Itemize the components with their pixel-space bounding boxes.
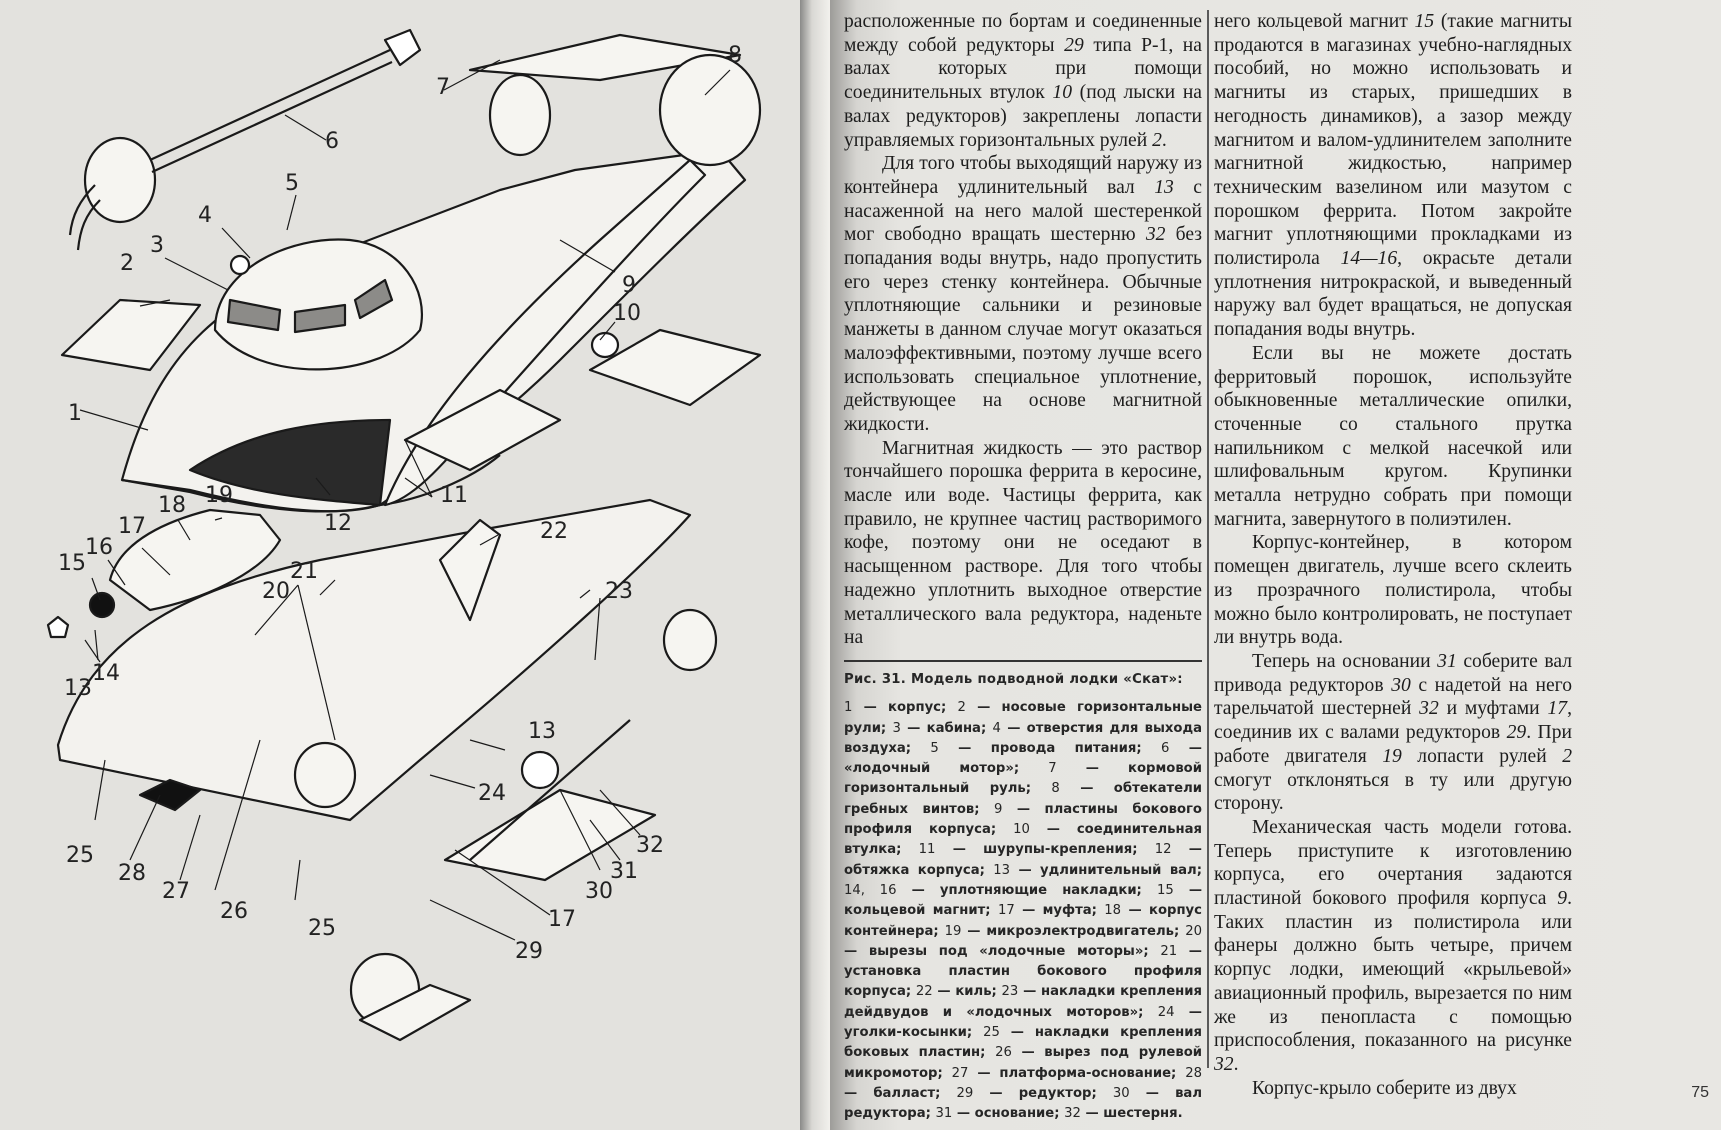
caption-item-text: — редуктор;	[973, 1085, 1113, 1101]
caption-legend	[844, 698, 1202, 1124]
caption-item-number: 3	[892, 720, 901, 736]
caption-item-text: — вал редуктора;	[844, 1085, 1202, 1122]
caption-item-number: 31	[935, 1106, 953, 1122]
prop-shroud-right	[660, 55, 760, 165]
label-22: 22	[540, 519, 568, 544]
caption-item-text: — балласт;	[844, 1085, 957, 1101]
label-9: 9	[622, 273, 636, 298]
caption-item-number: 4	[992, 720, 1001, 736]
label-8: 8	[728, 43, 742, 68]
caption-item-number: 5	[930, 740, 939, 756]
reducer-right	[664, 610, 716, 670]
label-1: 1	[68, 401, 82, 426]
paragraph: него кольцевой магнит 15 (такие магниты продаются в магазинах учебно-наглядных пособий, но можно использовать и магниты из старых, пришедших в негодность динамиков), а зазор между магнитом и валом-удлинителем заполните магнитной жидкостью, например техническим вазелином или мазутом с порошком феррита. Потом закройте магнит уплотняющими прокладками из полистирола 14—16, окрасьте детали уплотнения нитрокраской, и выведенный наружу вал будет вращаться, не допуская попадания воды внутрь.	[1214, 11, 1572, 341]
right-page	[830, 0, 1721, 1130]
rudder-micromotor	[295, 743, 355, 807]
caption-item-number: 2	[957, 700, 966, 716]
caption-item-text: — отверстия для выхода воздуха;	[844, 720, 1202, 756]
caption-item-number: 8	[1051, 781, 1060, 797]
caption-item-text: — корпус;	[852, 700, 958, 716]
label-30: 30	[585, 879, 613, 904]
caption-title: Рис. 31. Модель подводной лодки «Скат»:	[844, 672, 1183, 687]
caption-item-text: — микроэлектродвигатель;	[961, 923, 1186, 939]
paragraph: Если вы не можете достать ферритовый порошок, используйте обыкновенные металлические опилки, сточенные со стального прутка напильником с мелкой насечкой или шлифовальным кругом. Крупинки металла нетрудно собрать при помощи магнита, завернутого в полиэтилен.	[1214, 342, 1572, 530]
caption-item-number: 9	[993, 801, 1003, 817]
label-3: 3	[150, 233, 164, 258]
caption-item-number: 10	[1013, 822, 1030, 838]
caption-item-number: 20	[1185, 923, 1202, 939]
label-17: 17	[118, 514, 146, 539]
caption-item-number: 24	[1157, 1004, 1175, 1020]
text-column-left	[844, 10, 1202, 650]
caption-item-number: 19	[944, 923, 962, 939]
caption-item-text: — носовые горизонтальные рули;	[844, 700, 1202, 736]
label-25a: 25	[66, 843, 94, 868]
motor-shaft	[150, 50, 392, 172]
caption-item-text: — накладки крепления боковых пластин;	[844, 1025, 1202, 1061]
prop-shroud-left	[490, 75, 550, 155]
paragraph: Корпус-крыло соберите из двух	[1252, 1077, 1517, 1099]
paragraph: Корпус-контейнер, в котором помещен двигатель, лучше всего склеить из прозрачного полистирола, чтобы можно было контролировать, не поступает ли внутрь вода.	[1214, 532, 1572, 649]
caption-item-text: — шестерня.	[1080, 1106, 1183, 1122]
caption-item-text: — уплотняющие накладки;	[896, 882, 1157, 898]
caption-item-text: — «лодочный мотор»;	[844, 740, 1202, 777]
coupling-sleeve	[592, 333, 618, 357]
caption-item-text: — киль;	[932, 984, 1002, 1000]
caption-item-text: — обтекатели гребных винтов;	[844, 781, 1202, 817]
caption-item-number: 23	[1001, 984, 1019, 1000]
label-20: 20	[262, 579, 290, 604]
caption-item-text: — кабина;	[900, 720, 993, 736]
label-15: 15	[58, 551, 86, 576]
caption-item-text: — платформа-основание;	[968, 1065, 1186, 1081]
caption-item-text: — вырезы под «лодочные моторы»;	[844, 943, 1161, 959]
caption-item-text: — вырез под рулевой микромотор;	[844, 1045, 1202, 1081]
label-7: 7	[436, 75, 450, 100]
caption-item-number: 18	[1104, 903, 1122, 919]
label-2: 2	[120, 251, 134, 276]
submarine-model-diagram	[0, 0, 800, 1130]
propeller	[385, 30, 420, 65]
label-29: 29	[515, 939, 543, 964]
caption-item-text: — кольцевой магнит;	[844, 882, 1203, 919]
ring-magnet	[90, 593, 114, 617]
label-11: 11	[440, 483, 468, 508]
caption-item-number: 30	[1112, 1085, 1130, 1101]
label-12: 12	[324, 511, 352, 536]
caption-item-number: 11	[918, 842, 936, 858]
label-4: 4	[198, 203, 212, 228]
caption-item-number: 12	[1154, 842, 1172, 858]
caption-item-number: 13	[993, 862, 1011, 878]
caption-item-number: 26	[995, 1045, 1012, 1061]
caption-item-number: 15	[1156, 882, 1174, 898]
label-32: 32	[636, 833, 664, 858]
caption-item-text: — шурупы-крепления;	[935, 842, 1155, 858]
caption-item-number: 28	[1185, 1065, 1203, 1081]
label-25b: 25	[308, 916, 336, 941]
caption-item-text: — провода питания;	[938, 740, 1162, 756]
caption-item-number: 22	[915, 984, 933, 1000]
caption-item-text: — накладки крепления дейдвудов и «лодочных моторов»;	[844, 984, 1202, 1020]
caption-item-text: — уголки-косынки;	[844, 1004, 1202, 1041]
caption-item-text: — корпус контейнера;	[844, 903, 1202, 939]
air-vent	[231, 256, 249, 274]
left-page-illustration	[0, 0, 800, 1130]
label-24: 24	[478, 781, 506, 806]
label-10: 10	[613, 301, 641, 326]
caption-item-number: 17	[997, 903, 1015, 919]
label-14: 14	[92, 661, 120, 686]
caption-item-number: 7	[1048, 761, 1057, 777]
caption-item-number: 27	[951, 1065, 969, 1081]
figure-caption	[844, 670, 1202, 1125]
motor-body	[85, 138, 155, 222]
text-column-right	[1214, 10, 1572, 1100]
caption-item-number: 29	[956, 1085, 974, 1101]
label-31: 31	[610, 859, 638, 884]
caption-item-text: — муфта;	[1014, 903, 1105, 919]
label-26: 26	[220, 899, 248, 924]
label-21: 21	[290, 559, 318, 584]
book-gutter	[800, 0, 830, 1130]
caption-item-text: — соединительная втулка;	[844, 822, 1202, 858]
caption-item-text: — обтяжка корпуса;	[844, 842, 1202, 878]
label-27: 27	[162, 879, 190, 904]
caption-divider	[844, 660, 1202, 662]
caption-item-text: — кормовой горизонтальный руль;	[844, 761, 1202, 797]
label-13b: 13	[528, 719, 556, 744]
label-19: 19	[205, 483, 233, 508]
label-23: 23	[605, 579, 633, 604]
paragraph: Для того чтобы выходящий наружу из контейнера удлинительный вал 13 с насаженной на него малой шестеренкой мог свободно вращать шестерню 32 без попадания воды внутрь, надо пропустить его через стенку контейнера. Обычные уплотняющие сальники и резиновые манжеты в данном случае могут оказаться малоэффективными, поэтому лучше всего использовать специальное уплотнение, действующее на основе магнитной жидкости.	[844, 153, 1203, 435]
caption-item-number: 32	[1064, 1106, 1081, 1122]
label-17b: 17	[548, 907, 576, 932]
paragraph: Теперь на основании 31 соберите вал привода редукторов 30 с надетой на него тарельчатой шестерней 32 и муфтами 17, соединив их с валами редукторов 29. При работе двигателя 19 лопасти рулей 2 смогут отклоняться в ту или другую сторону.	[1214, 650, 1573, 815]
label-6: 6	[325, 129, 339, 154]
caption-item-text: — пластины бокового профиля корпуса;	[844, 801, 1202, 838]
caption-item-text: — удлинительный вал;	[1010, 862, 1202, 878]
column-divider	[1207, 10, 1209, 1068]
page-number: 75	[1691, 1084, 1709, 1101]
caption-item-number: 14, 16	[844, 882, 897, 898]
paragraph: расположенные по бортам и соединенные между собой редукторы 29 типа Р-1, на валах которых при помощи соединительных втулок 10 (под лыски на валах редукторов) закреплены лопасти управляемых горизонтальных рулей 2.	[844, 11, 1202, 151]
caption-item-number: 21	[1160, 943, 1178, 959]
caption-item-text: — установка пластин бокового профиля корпуса;	[844, 943, 1202, 1000]
pinion	[48, 617, 68, 637]
paragraph: Механическая часть модели готова. Теперь приступите к изготовлению корпуса, его очертания задаются пластиной бокового профиля корпуса 9. Таких пластин из полистирола или фанеры должно быть четыре, причем корпус лодки, имеющий «крыльевой» авиационный профиль, вырезается по ним же из пенопласта с помощью приспособления, показанного на рисунке 32.	[1214, 816, 1572, 1075]
label-28: 28	[118, 861, 146, 886]
label-16: 16	[85, 535, 113, 560]
paragraph: Магнитная жидкость — это раствор тончайшего порошка феррита в керосине, масле или воде. Частицы феррита, как правило, не крупнее частиц растворимого кофе, поэтому они не оседают в насыщенном растворе. Для того чтобы надежно уплотнить выходное отверстие металлического вала редуктора, наденьте на	[844, 437, 1202, 649]
label-13: 13	[64, 676, 92, 701]
caption-item-number: 25	[983, 1025, 1000, 1041]
caption-item-number: 6	[1161, 740, 1170, 756]
label-5: 5	[285, 171, 299, 196]
caption-item-text: — основание;	[952, 1106, 1065, 1122]
crown-gear	[522, 752, 558, 788]
caption-item-number: 1	[844, 700, 853, 716]
label-18: 18	[158, 493, 186, 518]
